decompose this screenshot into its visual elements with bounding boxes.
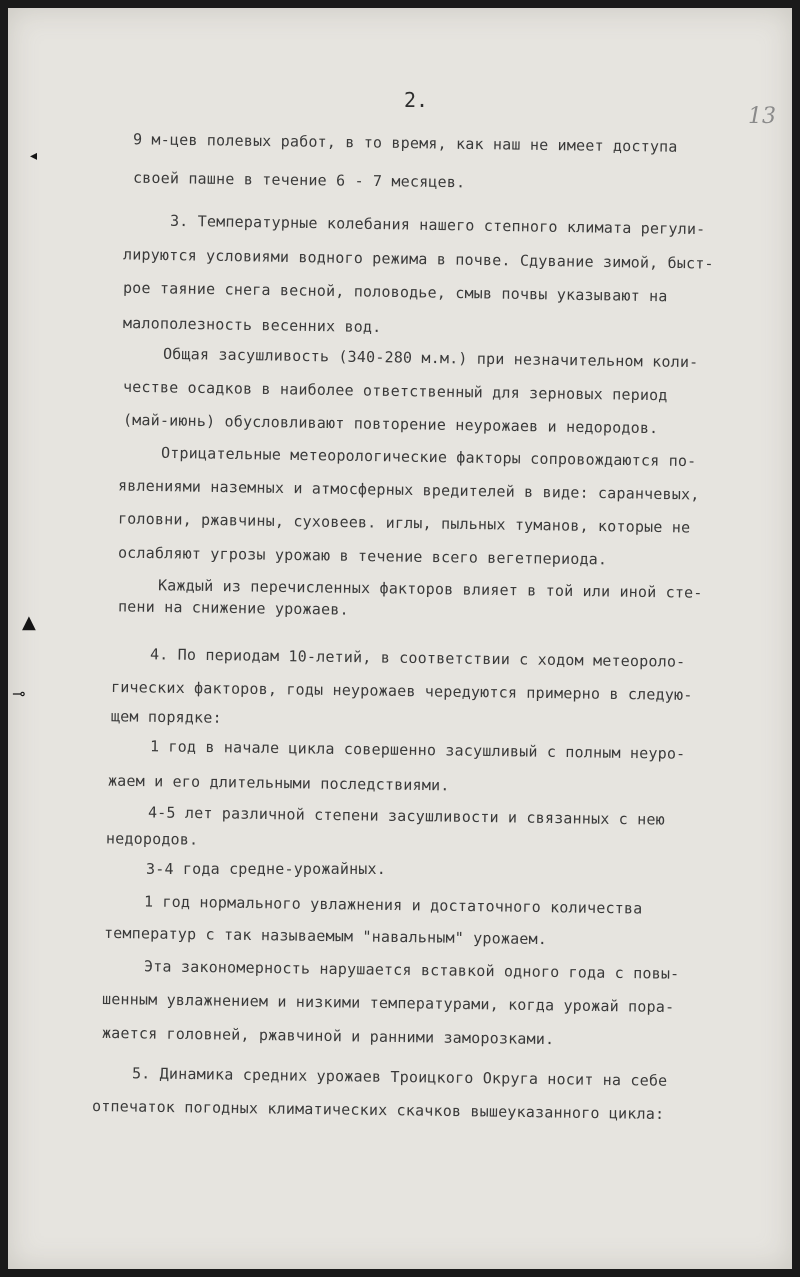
text-line: 4. По периодам 10-летий, в соответствии с ходом метеороло- [149, 645, 686, 671]
text-line: температур с так называемым "навальным" урожаем. [103, 923, 548, 949]
text-line: рое таяние снега весной, половодье, смыв почвы указывают на [122, 278, 668, 306]
text-line: (май-июнь) обусловливают повторение неурожаев и недородов. [122, 410, 659, 438]
text-line: отпечаток погодных климатических скачков вышеуказанного цикла: [91, 1097, 665, 1123]
text-line: 1 год нормального увлажнения и достаточного количества [143, 892, 643, 918]
text-line: 9 м-цев полевых работ, в то время, как наш не имеет доступа [132, 130, 678, 156]
archive-folio-number: 13 [748, 104, 776, 129]
text-line: Каждый из перечисленных факторов влияет в той или иной сте- [157, 576, 703, 602]
text-line: шенным увлажнением и низкими температурами, когда урожай пора- [101, 990, 675, 1016]
text-line: Общая засушливость (340-280 м.м.) при незначительном коли- [162, 344, 699, 372]
binding-hole-mark: ⊸ [12, 684, 26, 703]
page-number: 2. [404, 88, 429, 112]
text-line: недородов. [105, 829, 199, 849]
text-line: честве осадков в наиболее ответственный для зерновых период [122, 377, 668, 405]
binding-hole-mark: ◂ [30, 148, 38, 164]
document-page [8, 8, 792, 1269]
text-line: 1 год в начале цикла совершенно засушливый с полным неуро- [149, 737, 686, 763]
text-line: головни, ржавчины, суховеев. иглы, пыльных туманов, которые не [117, 509, 691, 537]
text-line: пени на снижение урожаев. [117, 597, 349, 619]
text-line: жается головней, ржавчиной и ранними заморозками. [101, 1023, 555, 1049]
text-line: явлениями наземных и атмосферных вредителей в виде: саранчевых, [117, 476, 700, 504]
text-line: Эта закономерность нарушается вставкой одного года с повы- [143, 957, 680, 983]
text-line: 5. Динамика средних урожаев Троицкого Округа носит на себе [131, 1064, 668, 1090]
text-line: малополезность весенних вод. [122, 313, 382, 337]
text-line: Отрицательные метеорологические факторы сопровождаются по- [160, 443, 697, 471]
text-line: 4-5 лет различной степени засушливости и связанных с нею [147, 803, 666, 829]
text-line: щем порядке: [110, 707, 222, 727]
text-line: гических факторов, годы неурожаев чередуются примерно в следую- [110, 677, 693, 705]
text-line: 3. Температурные колебания нашего степного климата регули- [169, 211, 706, 239]
binding-hole-mark: ▲ [22, 612, 36, 633]
text-line: жаем и его длительными последствиями. [107, 771, 450, 795]
text-line: ослабляют угрозы урожаю в течение всего вегетпериода. [117, 543, 608, 569]
text-line: своей пашне в течение 6 - 7 месяцев. [132, 168, 466, 192]
text-line: лируются условиями водного режима в почве. Сдувание зимой, быст- [122, 245, 714, 273]
text-line: 3-4 года средне-урожайных. [146, 860, 386, 878]
